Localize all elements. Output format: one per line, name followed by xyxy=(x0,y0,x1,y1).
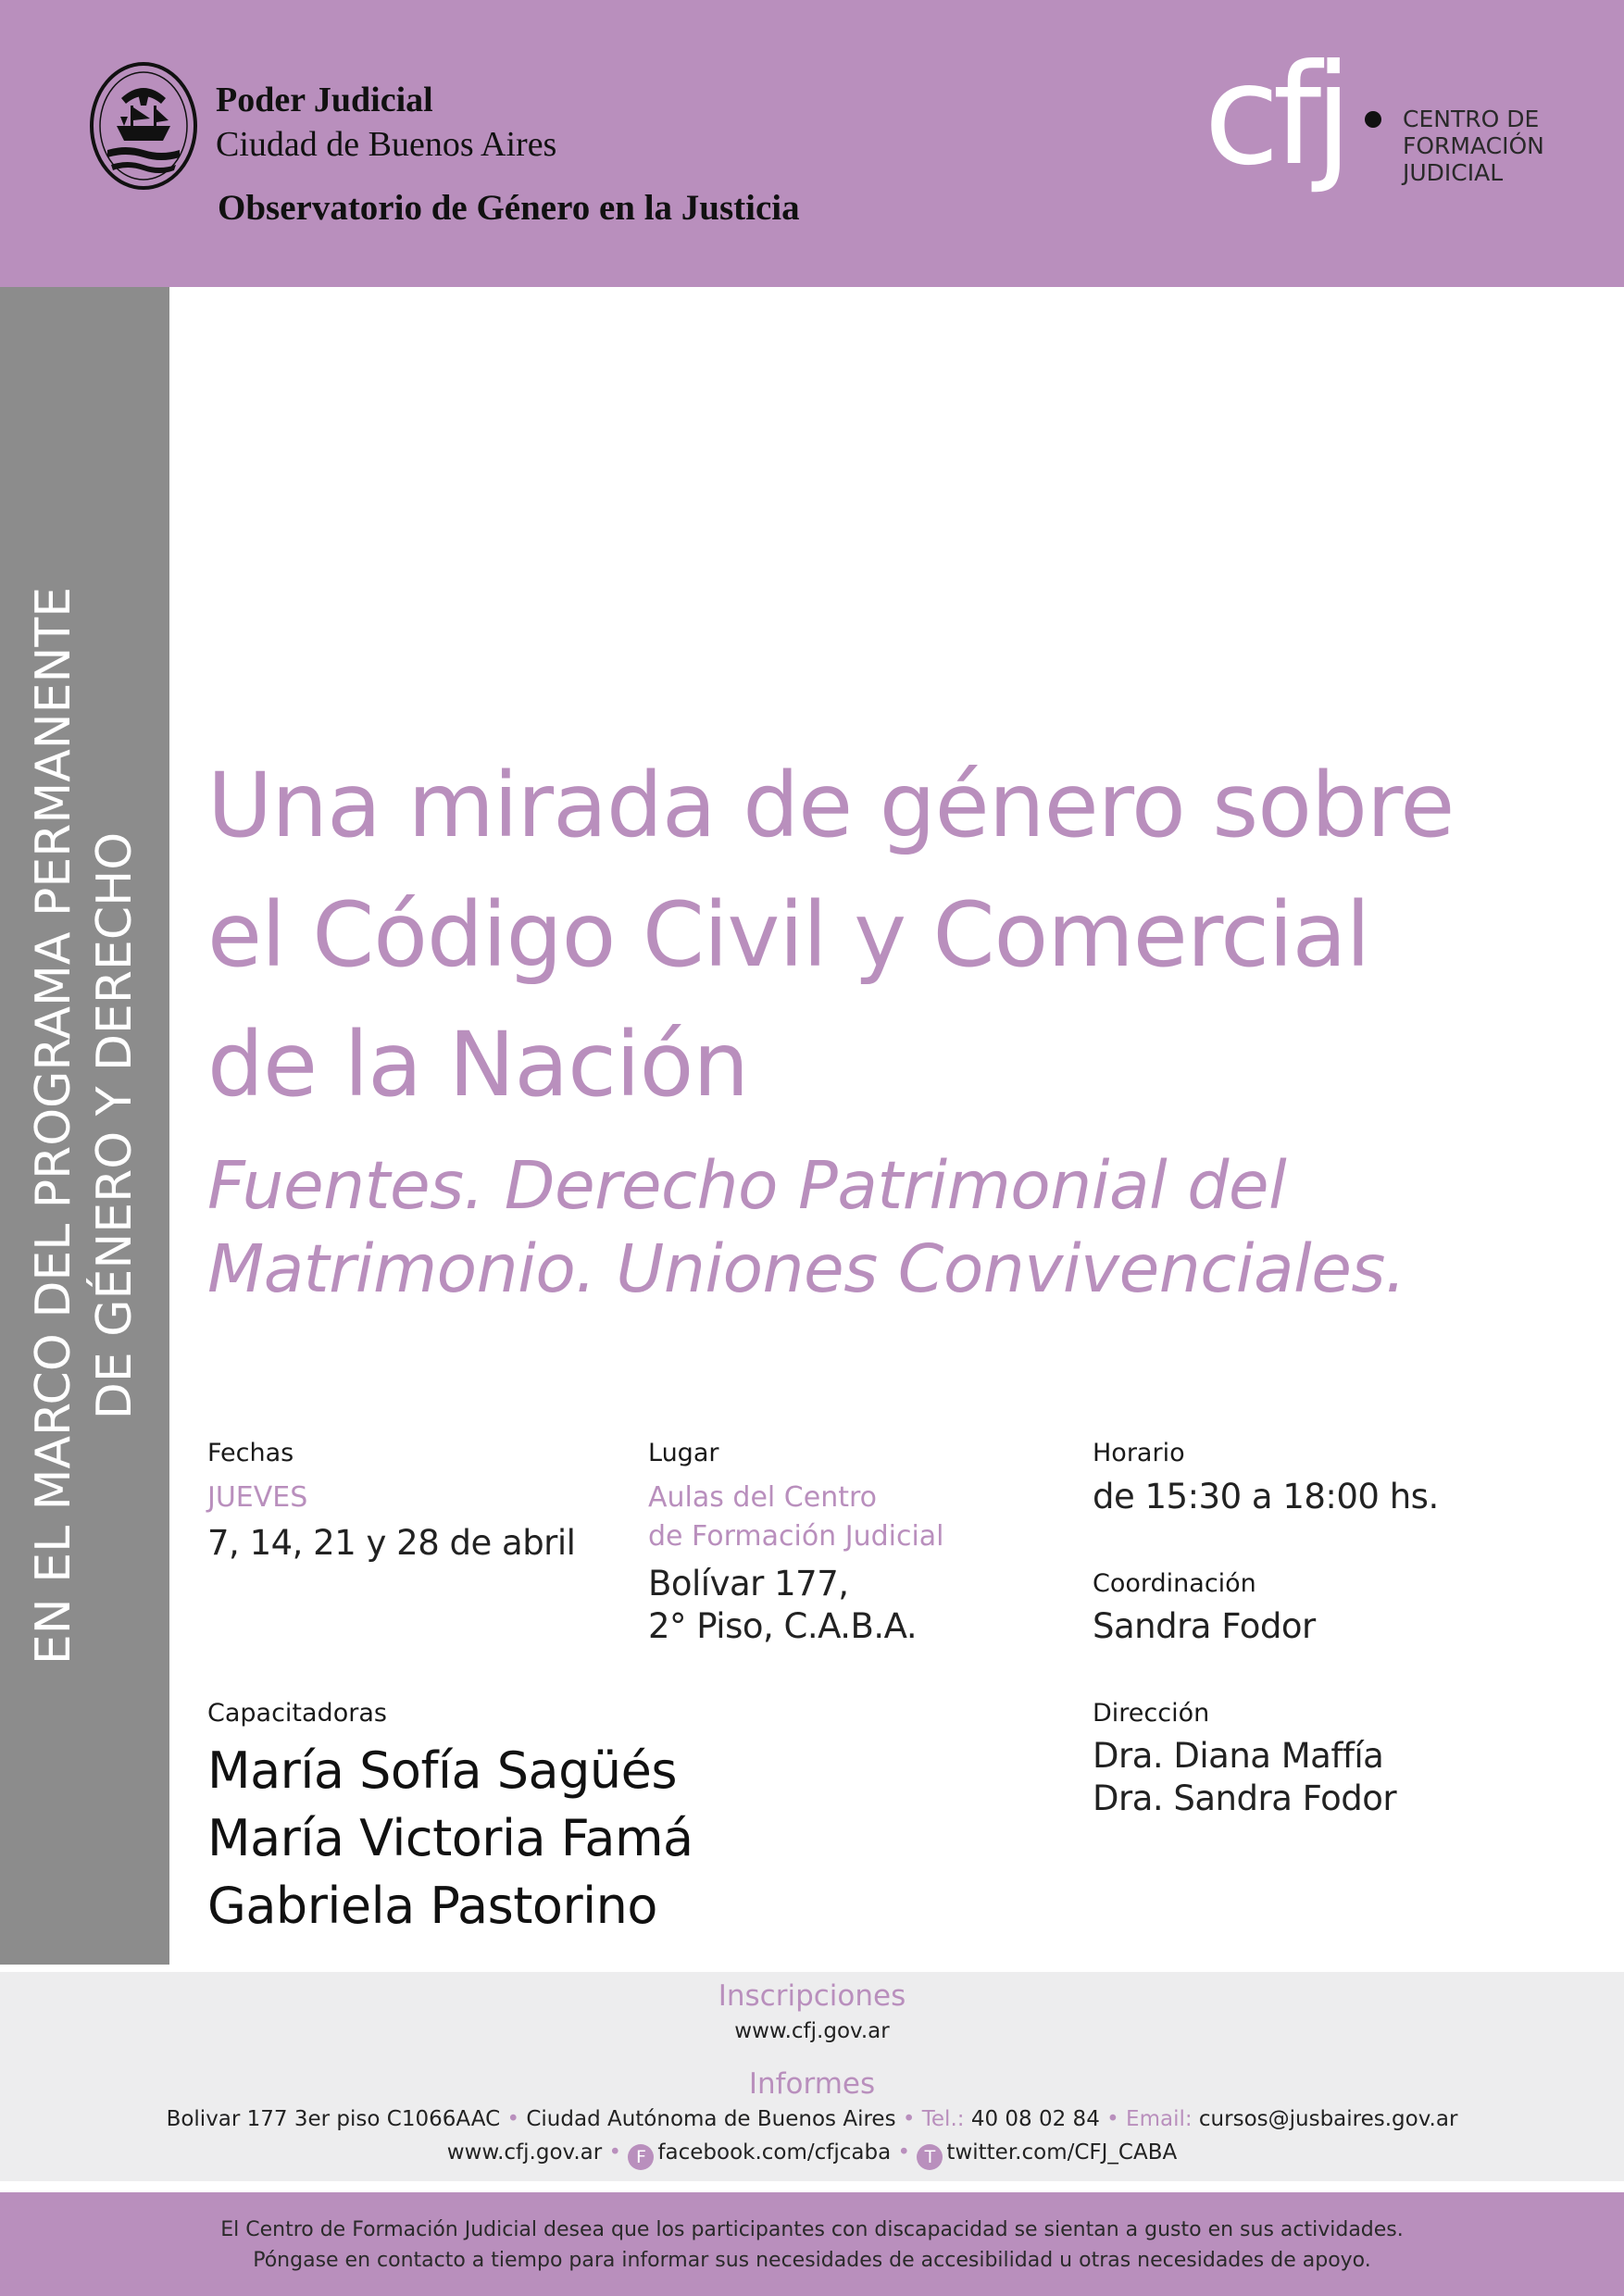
capacitadora-name: María Sofía Sagüés xyxy=(207,1741,677,1800)
coordinacion-label: Coordinación xyxy=(1093,1569,1256,1598)
coordinacion-value: Sandra Fodor xyxy=(1093,1606,1316,1646)
tel-label: Tel.: xyxy=(921,2107,965,2131)
horario-value: de 15:30 a 18:00 hs. xyxy=(1093,1477,1439,1516)
accessibility-note-line: Póngase en contacto a tiempo para informar sus necesidades de accesibilidad u otras necesidades de apoyo. xyxy=(253,2249,1371,2272)
direccion-name: Dra. Sandra Fodor xyxy=(1093,1778,1397,1818)
facebook-icon: F xyxy=(628,2144,654,2170)
lugar-address-line: Bolívar 177, xyxy=(648,1564,849,1603)
accessibility-note-line: El Centro de Formación Judicial desea que los participantes con discapacidad se sientan a gusto en sus actividades. xyxy=(220,2218,1404,2241)
fechas-day: JUEVES xyxy=(207,1481,308,1514)
horario-label: Horario xyxy=(1093,1439,1185,1467)
title-line: el Código Civil y Comercial xyxy=(207,883,1370,987)
web-link[interactable]: www.cfj.gov.ar xyxy=(446,2140,603,2165)
capacitadoras-label: Capacitadoras xyxy=(207,1699,387,1728)
institution-title: Poder Judicial xyxy=(216,81,433,119)
program-line: DE GÉNERO Y DERECHO xyxy=(87,831,143,1420)
course-title xyxy=(207,741,1596,1129)
email-link[interactable]: cursos@jusbaires.gov.ar xyxy=(1198,2107,1458,2131)
program-line: EN EL MARCO DEL PROGRAMA PERMANENTE xyxy=(26,586,81,1666)
city-coat-of-arms-icon xyxy=(89,61,198,191)
separator-bullet: • xyxy=(506,2107,520,2131)
address: Bolivar 177 3er piso C1066AAC xyxy=(166,2107,501,2131)
subtitle-line: Fuentes. Derecho Patrimonial del xyxy=(207,1147,1287,1224)
title-line: de la Nación xyxy=(207,1013,749,1117)
lugar-venue-line: Aulas del Centro xyxy=(648,1481,878,1514)
cfj-name-line: CENTRO DE xyxy=(1403,106,1540,132)
lugar-venue-line: de Formación Judicial xyxy=(648,1520,944,1553)
lugar-label: Lugar xyxy=(648,1439,719,1467)
fechas-label: Fechas xyxy=(207,1439,294,1467)
inscripciones-url[interactable]: www.cfj.gov.ar xyxy=(734,2019,890,2043)
cfj-logo-dot xyxy=(1365,111,1381,128)
separator-bullet: • xyxy=(608,2140,622,2165)
cfj-name-line: FORMACIÓN xyxy=(1403,132,1544,159)
subtitle-line: Matrimonio. Uniones Convivenciales. xyxy=(207,1230,1405,1307)
inscripciones-link xyxy=(0,2016,1624,2046)
facebook-link[interactable]: facebook.com/cfjcaba xyxy=(657,2140,892,2165)
email-label: Email: xyxy=(1126,2107,1193,2131)
program-text xyxy=(23,431,145,1820)
separator-bullet: • xyxy=(1106,2107,1119,2131)
informes-label: Informes xyxy=(748,2067,876,2101)
cfj-name-line: JUDICIAL xyxy=(1403,159,1504,186)
capacitadora-name: Gabriela Pastorino xyxy=(207,1877,657,1935)
title-line: Una mirada de género sobre xyxy=(207,754,1455,857)
capacitadora-name: María Victoria Famá xyxy=(207,1809,693,1867)
fechas-dates: 7, 14, 21 y 28 de abril xyxy=(207,1523,576,1563)
direccion-label: Dirección xyxy=(1093,1699,1210,1728)
contact-line xyxy=(0,2104,1624,2134)
city: Ciudad Autónoma de Buenos Aires xyxy=(526,2107,896,2131)
lugar-address-line: 2° Piso, C.A.B.A. xyxy=(648,1606,918,1646)
institution-subtitle: Ciudad de Buenos Aires xyxy=(216,125,557,164)
course-subtitle xyxy=(207,1144,1596,1311)
tel-number[interactable]: 40 08 02 84 xyxy=(970,2107,1100,2131)
direccion-name: Dra. Diana Maffía xyxy=(1093,1736,1384,1776)
inscripciones-label: Inscripciones xyxy=(718,1979,906,2013)
cfj-logo: cfj xyxy=(1204,35,1345,196)
twitter-link[interactable]: twitter.com/CFJ_CABA xyxy=(946,2140,1178,2165)
twitter-icon: T xyxy=(917,2144,943,2170)
social-line xyxy=(0,2138,1624,2170)
observatory-name: Observatorio de Género en la Justicia xyxy=(218,188,800,228)
separator-bullet: • xyxy=(897,2140,911,2165)
separator-bullet: • xyxy=(902,2107,916,2131)
